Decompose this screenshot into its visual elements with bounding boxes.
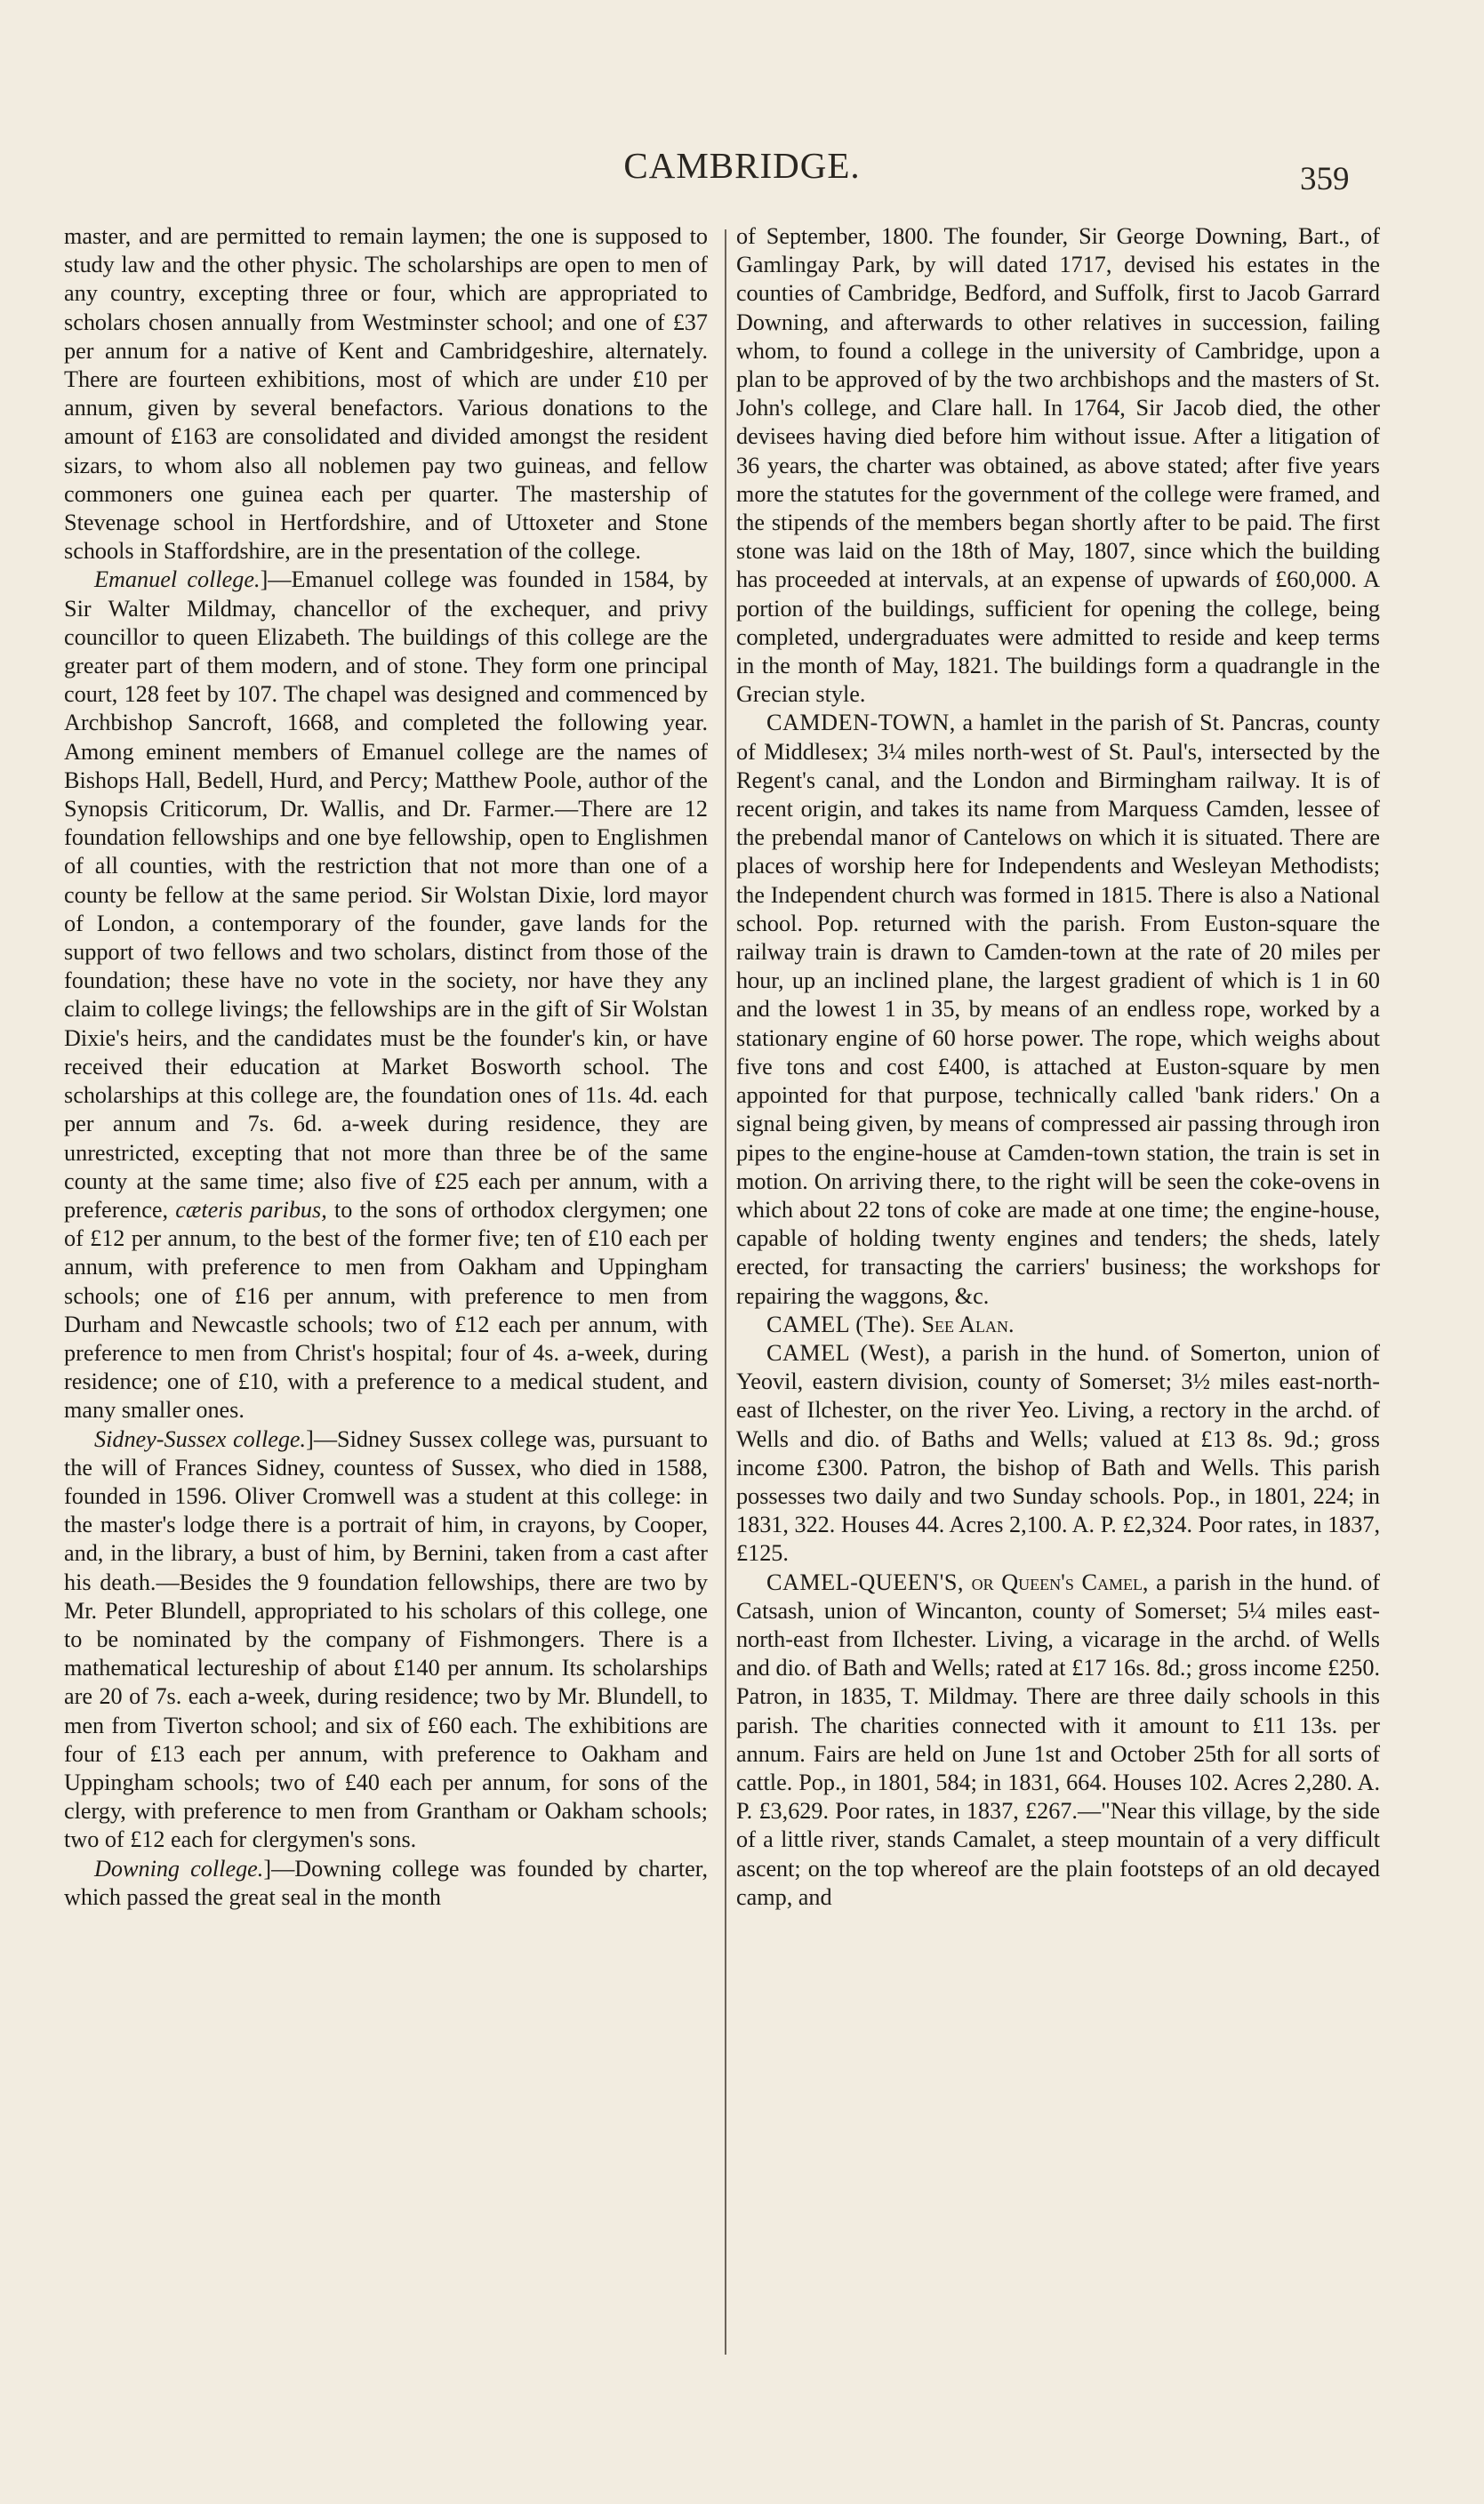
entry-text-camel-queens: a parish in the hund. of Catsash, union of Wincanton, county of Somerset; 5¼ miles east-north-east from Ilchester. Living, a vicarage in the archd. of Wells and dio. of Bath and Wells; rated at £17 16s. 8d.; gross income £250. Patron, in 1835, T. Mildmay. There are three daily schools in this parish. The charities connected with it amount to £11 13s. per annum. Fairs are held on June 1st and October 25th for all sorts of cattle. Pop., in 1801, 584; in 1831, 664. Houses 102. Acres 2,280. A. P. £3,629. Poor rates, in 1837, £267.—"Near this village, by the side of a little river, stands Camalet, a steep mountain of a very difficult ascent; on the top whereof are the plain footsteps of an old decayed camp, and (736, 1569, 1380, 1910)
paragraph-emanuel-college (64, 566, 708, 1425)
entry-text-sidney: ]—Sidney Sussex college was, pursuant to the will of Frances Sidney, countess of Sussex, who died in 1588, founded in 1596. Oliver Cromwell was a student at this college: in the master's lodge there is a portrait of him, in crayons, by Cooper, and, in the library, a bust of him, by Bernini, taken from a cast after his death.—Besides the 9 foundation fellowships, there are two by Mr. Peter Blundell, appropriated to his scholars of this college, one to be nominated by the company of Fishmongers. There is a mathematical lectureship of about £140 per annum. Its scholarships are 20 of 7s. each a-week, during residence; two by Mr. Blundell, to men from Tiverton school; and six of £60 each. The exhibitions are four of £13 each per annum, with preference to Oakham and Uppingham schools; two of £40 each per annum, for sons of the clergy, with preference to men from Grantham or Oakham schools; two of £12 each for clergymen's sons. (64, 1425, 708, 1853)
column-divider (725, 229, 726, 2355)
entry-title-downing: Downing college. (94, 1855, 264, 1882)
headword-camel-the: CAMEL (The). (766, 1311, 916, 1337)
paragraph-downing-college (64, 1855, 708, 1912)
entry-title-emanuel: Emanuel college. (94, 566, 261, 593)
entry-camden-town (736, 709, 1380, 1310)
entry-camel-west (736, 1339, 1380, 1569)
left-column (64, 222, 708, 2392)
entry-text-camel-the: See Alan. (921, 1311, 1015, 1337)
entry-camel-queens (736, 1569, 1380, 1912)
entry-text-emanuel-end: to the sons of orthodox clergymen; one of £12 per annum, to the best of the former five; ten of £10 each per annum, with preference to men from Oakham and Uppingham schools; one of £16 per annum, with preference to men from Durham and Newcastle schools; two of £12 each per annum, with preference to men from Christ's hospital; four of 4s. a-week, during residence; one of £10, with a preference to a medical student, and many smaller ones. (64, 1196, 708, 1424)
paragraph-trinity-hall-end: master, and are permitted to remain laymen; the one is supposed to study law and the other physic. The scholarships are open to men of any country, excepting three or four, which are appropriated to scholars chosen annually from Westminster school; and one of £37 per annum for a native of Kent and Cambridgeshire, alternately. There are fourteen exhibitions, most of which are under £10 per annum, given by several benefactors. Various donations to the amount of £163 are consolidated and divided amongst the resident sizars, to whom also all noblemen pay two guineas, and fellow commoners one guinea each per quarter. The mastership of Stevenage school in Hertfordshire, and of Uttoxeter and Stone schools in Staffordshire, are in the presentation of the college. (64, 223, 708, 565)
right-column (736, 222, 1380, 2392)
paragraph-sidney-sussex (64, 1425, 708, 1855)
entry-title-sidney: Sidney-Sussex college. (94, 1425, 307, 1452)
entry-text-camel-west: a parish in the hund. of Somerton, union of Yeovil, eastern division, county of Somerset; 3½ miles east-north-east of Ilchester, on the river Yeo. Living, a rectory in the archd. of Wells and dio. of Baths and Wells; valued at £13 8s. 9d.; gross income £300. Patron, the bishop of Bath and Wells. This parish possesses two daily and two Sunday schools. Pop., in 1801, 224; in 1831, 322. Houses 44. Acres 2,100. A. P. £2,324. Poor rates, in 1837, £125. (736, 1339, 1380, 1567)
entry-text-camden-town: a hamlet in the parish of St. Pancras, county of Middlesex; 3¼ miles north-west of St. Paul's, intersected by the Regent's canal, and the London and Birmingham railway. It is of recent origin, and takes its name from Marquess Camden, lessee of the prebendal manor of Cantelows on which it is situated. There are places of worship here for Independents and Wesleyan Methodists; the Independent church was formed in 1815. There is also a National school. Pop. returned with the parish. From Euston-square the railway train is drawn to Camden-town at the rate of 20 miles per hour, up an inclined plane, the largest gradient of which is 1 in 60 and the lowest 1 in 35, by means of an endless rope, worked by a stationary engine of 60 horse power. The rope, which weighs about five tons and cost £400, is attached at Euston-square by men appointed for that purpose, technically called 'bank riders.' On a signal being given, by means of compressed air passing through iron pipes to the engine-house at Camden-town station, the train is set in motion. On arriving there, to the right will be seen the coke-ovens in which about 22 tons of coke are made at one time; the engine-house, capable of holding twenty engines and tenders; the sheds, lately erected, for transacting the carriers' business; the workshops for repairing the waggons, &c. (736, 710, 1380, 1309)
headword-camel-queens-alt: or Queen's Camel, (971, 1569, 1149, 1595)
entry-text-downing: ]—Downing college was founded by charter, which passed the great seal in the month (64, 1855, 708, 1910)
headword-camel-west: CAMEL (West), (766, 1339, 931, 1366)
headword-camel-queens: CAMEL-QUEEN'S, (766, 1569, 964, 1595)
entry-camel-the (736, 1311, 1380, 1339)
latin-phrase: cæteris paribus, (175, 1196, 327, 1223)
headword-camden-town: CAMDEN-TOWN, (766, 710, 956, 736)
running-title: CAMBRIDGE. (623, 145, 861, 186)
page-number: 359 (1300, 161, 1350, 197)
entry-text-emanuel: ]—Emanuel college was founded in 1584, by Sir Walter Mildmay, chancellor of the exchequer, and privy councillor to queen Elizabeth. The buildings of this college are the greater part of them modern, and of stone. They form one principal court, 128 feet by 107. The chapel was designed and commenced by Archbishop Sancroft, 1668, and completed the following year. Among eminent members of Emanuel college are the names of Bishops Hall, Bedell, Hurd, and Percy; Matthew Poole, author of the Synopsis Criticorum, Dr. Wallis, and Dr. Farmer.—There are 12 foundation fellowships and one bye fellowship, open to Englishmen of all counties, with the restriction that not more than one of a county be fellow at the same period. Sir Wolstan Dixie, lord mayor of London, a contemporary of the founder, gave lands for the support of two fellows and two scholars, distinct from those of the foundation; these have no vote in the society, nor have they any claim to college livings; the fellowships are in the gift of Sir Wolstan Dixie's heirs, and the candidates must be the founder's kin, or have received their education at Market Bosworth school. The scholarships at this college are, the foundation ones of 11s. 4d. each per annum and 7s. 6d. a-week during residence, they are unrestricted, excepting that not more than three be of the same county at the same time; also five of £25 each per annum, with a preference, (64, 566, 708, 1223)
paragraph-downing-continued: of September, 1800. The founder, Sir George Downing, Bart., of Gamlingay Park, by will dated 1717, devised his estates in the counties of Cambridge, Bedford, and Suffolk, first to Jacob Garrard Downing, and afterwards to other relatives in succession, failing whom, to found a college in the university of Cambridge, upon a plan to be approved of by the two archbishops and the masters of St. John's college, and Clare hall. In 1764, Sir Jacob died, the other devisees having died before him without issue. After a litigation of 36 years, the charter was obtained, as above stated; after five years more the statutes for the government of the college were framed, and the stipends of the members began shortly after to be paid. The first stone was laid on the 18th of May, 1807, since which the building has proceeded at intervals, at an expense of upwards of £60,000. A portion of the buildings, sufficient for opening the college, being completed, undergraduates were admitted to reside and keep terms in the month of May, 1821. The buildings form a quadrangle in the Grecian style. (736, 223, 1380, 708)
